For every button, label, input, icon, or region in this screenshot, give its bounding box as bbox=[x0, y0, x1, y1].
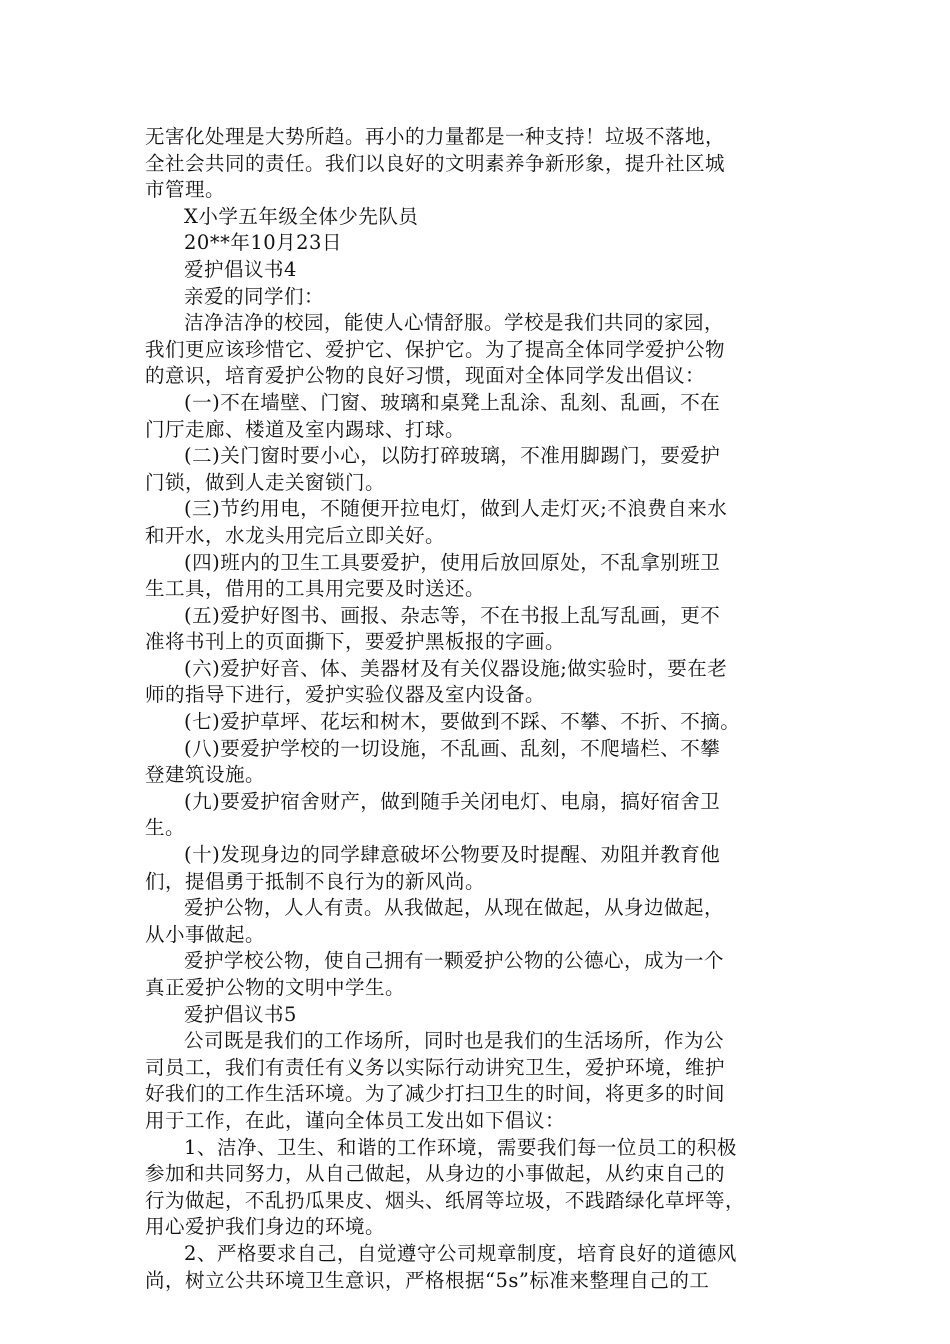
paragraph bbox=[145, 1002, 811, 1029]
text-line: 司员工，我们有责任有义务以实际行动讲究卫生，爱护环境，维护 bbox=[145, 1055, 726, 1079]
text-line: 好我们的工作生活环境。为了减少打扫卫生的时间，将更多的时间 bbox=[145, 1082, 726, 1106]
paragraph bbox=[145, 842, 811, 895]
text-line: 公司既是我们的工作场所，同时也是我们的生活场所，作为公 bbox=[184, 1029, 725, 1053]
text-line: 爱护倡议书5 bbox=[184, 1002, 297, 1026]
paragraph bbox=[145, 390, 811, 443]
text-line: 真正爱护公物的文明中学生。 bbox=[145, 976, 406, 999]
paragraph bbox=[145, 789, 811, 842]
text-line: 们，提倡勇于抵制不良行为的新风尚。 bbox=[145, 869, 486, 893]
text-line: (十)发现身边的同学肆意破坏公物要及时提醒、劝阻并教育他 bbox=[184, 843, 721, 867]
text-line: 生。 bbox=[145, 816, 186, 840]
text-line: 洁净洁净的校园，能使人心情舒服。学校是我们共同的家园， bbox=[184, 311, 725, 335]
text-line: 亲爱的同学们： bbox=[184, 284, 325, 308]
paragraph bbox=[145, 284, 811, 311]
paragraph bbox=[145, 895, 811, 948]
text-line: 从小事做起。 bbox=[145, 922, 266, 946]
paragraph bbox=[145, 709, 811, 736]
text-line: 门厅走廊、楼道及室内踢球、打球。 bbox=[145, 417, 466, 441]
text-line: 师的指导下进行，爱护实验仪器及室内设备。 bbox=[145, 683, 546, 707]
text-line: 爱护倡议书4 bbox=[184, 257, 297, 281]
text-line: (三)节约用电，不随便开拉电灯，做到人走灯灭;不浪费自来水 bbox=[184, 497, 728, 521]
text-line: 参加和共同努力，从自己做起，从身边的小事做起，从约束自己的 bbox=[145, 1162, 726, 1186]
text-line: 爱护公物，人人有责。从我做起，从现在做起，从身边做起， bbox=[184, 896, 725, 920]
paragraph bbox=[145, 948, 811, 1001]
paragraph bbox=[145, 1135, 811, 1241]
text-line: 用于工作，在此，谨向全体员工发出如下倡议： bbox=[145, 1108, 566, 1132]
text-line: 生工具，借用的工具用完要及时送还。 bbox=[145, 577, 486, 601]
text-line: 我们更应该珍惜它、爱护它、保护它。为了提高全体同学爱护公物 bbox=[145, 337, 726, 361]
text-line: 2、严格要求自己，自觉遵守公司规章制度，培育良好的道德风 bbox=[184, 1241, 737, 1265]
document-body bbox=[145, 124, 811, 1294]
text-line: 和开水，水龙头用完后立即关好。 bbox=[145, 523, 446, 547]
text-line: X小学五年级全体少先队员 bbox=[184, 204, 419, 228]
paragraph bbox=[145, 1028, 811, 1134]
text-line: (七)爱护草坪、花坛和树木，要做到不踩、不攀、不折、不摘。 bbox=[184, 710, 741, 734]
text-line: 20**年10月23日 bbox=[184, 231, 342, 255]
text-line: 行为做起，不乱扔瓜果皮、烟头、纸屑等垃圾，不践踏绿化草坪等， bbox=[145, 1188, 746, 1212]
paragraph bbox=[145, 443, 811, 496]
paragraph bbox=[145, 204, 811, 231]
text-line: (六)爱护好音、体、美器材及有关仪器设施;做实验时，要在老 bbox=[184, 656, 728, 680]
text-line: (四)班内的卫生工具要爱护，使用后放回原处，不乱拿别班卫 bbox=[184, 550, 721, 574]
text-line: 市管理。 bbox=[145, 178, 226, 202]
text-line: (二)关门窗时要小心，以防打碎玻璃，不准用脚踢门，要爱护 bbox=[184, 444, 721, 468]
text-line: 登建筑设施。 bbox=[145, 763, 266, 787]
text-line: 门锁，做到人走关窗锁门。 bbox=[145, 470, 386, 494]
text-line: 爱护学校公物，使自己拥有一颗爱护公物的公德心，成为一个 bbox=[184, 949, 725, 973]
text-line: 1、洁净、卫生、和谐的工作环境，需要我们每一位员工的积极 bbox=[184, 1135, 737, 1159]
paragraph bbox=[145, 230, 811, 257]
text-line: 无害化处理是大势所趋。再小的力量都是一种支持！垃圾不落地， bbox=[145, 125, 726, 148]
text-line: 尚，树立公共环境卫生意识，严格根据“5s”标准来整理自己的工 bbox=[145, 1268, 710, 1292]
paragraph bbox=[145, 656, 811, 709]
paragraph bbox=[145, 124, 811, 204]
paragraph bbox=[145, 603, 811, 656]
paragraph bbox=[145, 1241, 811, 1294]
paragraph bbox=[145, 496, 811, 549]
paragraph bbox=[145, 550, 811, 603]
text-line: 准将书刊上的页面撕下，要爱护黑板报的字画。 bbox=[145, 630, 566, 654]
text-line: (一)不在墙壁、门窗、玻璃和桌凳上乱涂、乱刻、乱画，不在 bbox=[184, 390, 721, 414]
text-line: (五)爱护好图书、画报、杂志等，不在书报上乱写乱画，更不 bbox=[184, 603, 721, 627]
text-line: 用心爱护我们身边的环境。 bbox=[145, 1215, 386, 1239]
paragraph bbox=[145, 736, 811, 789]
paragraph bbox=[145, 257, 811, 284]
text-line: 全社会共同的责任。我们以良好的文明素养争新形象，提升社区城 bbox=[145, 151, 726, 175]
text-line: (九)要爱护宿舍财产，做到随手关闭电灯、电扇，搞好宿舍卫 bbox=[184, 789, 721, 813]
text-line: 的意识，培育爱护公物的良好习惯，现面对全体同学发出倡议： bbox=[145, 364, 706, 388]
paragraph bbox=[145, 310, 811, 390]
text-line: (八)要爱护学校的一切设施，不乱画、乱刻，不爬墙栏、不攀 bbox=[184, 736, 721, 760]
